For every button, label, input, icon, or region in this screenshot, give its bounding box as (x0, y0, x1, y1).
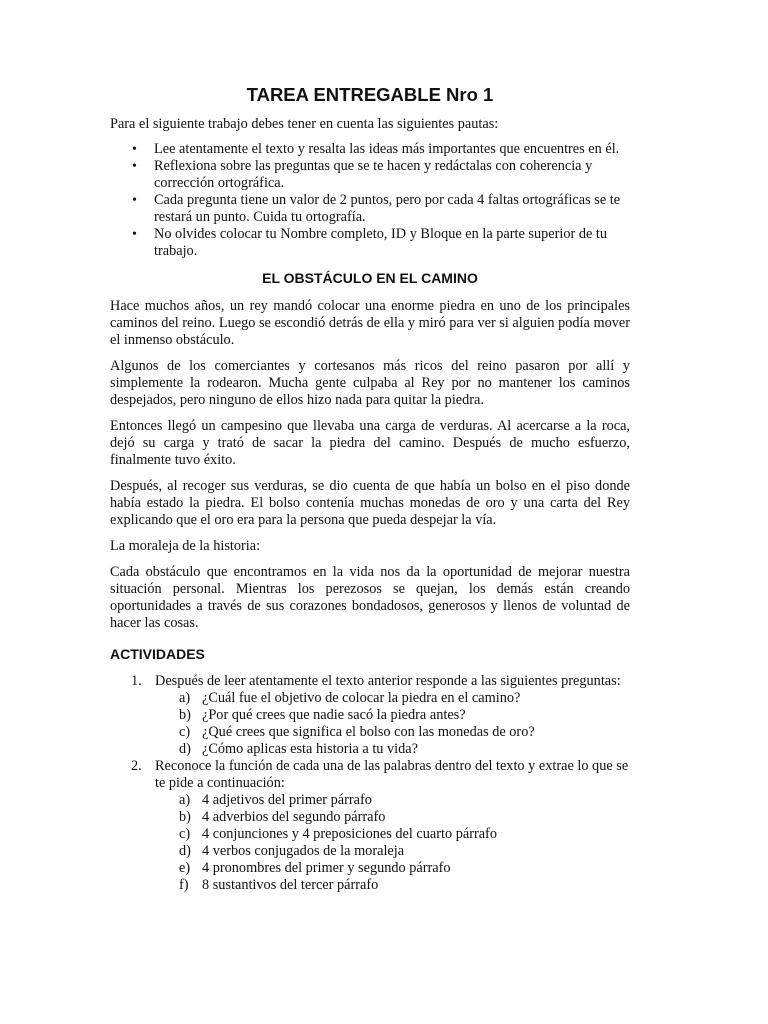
question-text: ¿Cómo aplicas esta historia a tu vida? (202, 741, 418, 757)
activity-number: 1. (131, 673, 142, 689)
guideline-item (110, 158, 630, 192)
question-letter: a) (179, 690, 191, 706)
task-letter: c) (179, 826, 191, 842)
task-letter: b) (179, 809, 191, 825)
story-paragraph-2: Algunos de los comerciantes y cortesanos más ricos del reino pasaron por allí y simplemente la rodearon. Mucha gente culpaba al Rey por no mantener los caminos despejados, pero ninguno de ellos hizo nada para quitar la piedra. (110, 358, 630, 408)
activities-list (110, 673, 630, 894)
task-item (155, 792, 630, 809)
activity-sublist (155, 792, 630, 894)
guideline-text: No olvides colocar tu Nombre completo, ID y Bloque en la parte superior de tu trabajo. (154, 226, 608, 259)
activity-number: 2. (131, 758, 142, 774)
story-title: EL OBSTÁCULO EN EL CAMINO (262, 270, 478, 286)
question-item (155, 724, 630, 741)
activity-sublist (155, 690, 630, 758)
activities-title: ACTIVIDADES (110, 646, 205, 662)
task-text: 4 conjunciones y 4 preposiciones del cuarto párrafo (202, 826, 497, 842)
bullet-icon: • (132, 193, 137, 208)
question-item (155, 741, 630, 758)
guidelines-list (110, 141, 630, 260)
guideline-item (110, 226, 630, 260)
question-text: ¿Qué crees que significa el bolso con las monedas de oro? (202, 724, 535, 740)
task-item (155, 877, 630, 894)
task-letter: d) (179, 843, 191, 859)
bullet-icon: • (132, 142, 137, 157)
task-letter: e) (179, 860, 191, 876)
activity-item-1 (110, 673, 630, 758)
question-item (155, 690, 630, 707)
intro-text: Para el siguiente trabajo debes tener en cuenta las siguientes pautas: (110, 116, 499, 132)
task-item (155, 826, 630, 843)
task-item (155, 860, 630, 877)
question-item (155, 707, 630, 724)
guideline-item (110, 192, 630, 226)
question-letter: d) (179, 741, 191, 757)
moral-label: La moraleja de la historia: (110, 538, 261, 554)
question-text: ¿Por qué crees que nadie sacó la piedra antes? (202, 707, 466, 723)
task-text: 8 sustantivos del tercer párrafo (202, 877, 379, 893)
story-paragraph-4: Después, al recoger sus verduras, se dio cuenta de que había un bolso en el piso donde había estado la piedra. El bolso contenía muchas monedas de oro y una carta del Rey explicando que el oro era para la persona que pueda despejar la vía. (110, 478, 630, 528)
question-letter: c) (179, 724, 191, 740)
activity-text: Después de leer atentamente el texto anterior responde a las siguientes preguntas: (155, 673, 621, 689)
activity-item-2 (110, 758, 630, 894)
guideline-text: Cada pregunta tiene un valor de 2 puntos, pero por cada 4 faltas ortográficas se te restará un punto. Cuida tu ortografía. (154, 192, 621, 225)
task-text: 4 adverbios del segundo párrafo (202, 809, 386, 825)
guideline-text: Reflexiona sobre las preguntas que se te hacen y redáctalas con coherencia y corrección ortográfica. (154, 158, 593, 191)
guideline-text: Lee atentamente el texto y resalta las ideas más importantes que encuentres en él. (154, 141, 620, 157)
question-letter: b) (179, 707, 191, 723)
task-item (155, 843, 630, 860)
task-letter: f) (179, 877, 189, 893)
story-paragraph-3: Entonces llegó un campesino que llevaba una carga de verduras. Al acercarse a la roca, dejó su carga y trató de sacar la piedra del camino. Después de mucho esfuerzo, finalmente tuvo éxito. (110, 418, 630, 468)
bullet-icon: • (132, 227, 137, 242)
task-item (155, 809, 630, 826)
document-title: TAREA ENTREGABLE Nro 1 (246, 84, 494, 105)
bullet-icon: • (132, 159, 137, 174)
document-page (110, 84, 630, 894)
task-text: 4 adjetivos del primer párrafo (202, 792, 372, 808)
task-text: 4 verbos conjugados de la moraleja (202, 843, 405, 859)
moral-text: Cada obstáculo que encontramos en la vida nos da la oportunidad de mejorar nuestra situación personal. Mientras los perezosos se quejan, los demás están creando oportunidades a través de sus corazones bondadosos, generosos y llenos de voluntad de hacer las cosas. (110, 564, 630, 631)
task-letter: a) (179, 792, 191, 808)
question-text: ¿Cuál fue el objetivo de colocar la piedra en el camino? (202, 690, 521, 706)
task-text: 4 pronombres del primer y segundo párrafo (202, 860, 451, 876)
activity-text: Reconoce la función de cada una de las palabras dentro del texto y extrae lo que se te pide a continuación: (155, 758, 629, 791)
story-paragraph-1: Hace muchos años, un rey mandó colocar una enorme piedra en uno de los principales caminos del reino. Luego se escondió detrás de ella y miró para ver si alguien podía mover el inmenso obstáculo. (110, 298, 630, 348)
guideline-item (110, 141, 630, 158)
